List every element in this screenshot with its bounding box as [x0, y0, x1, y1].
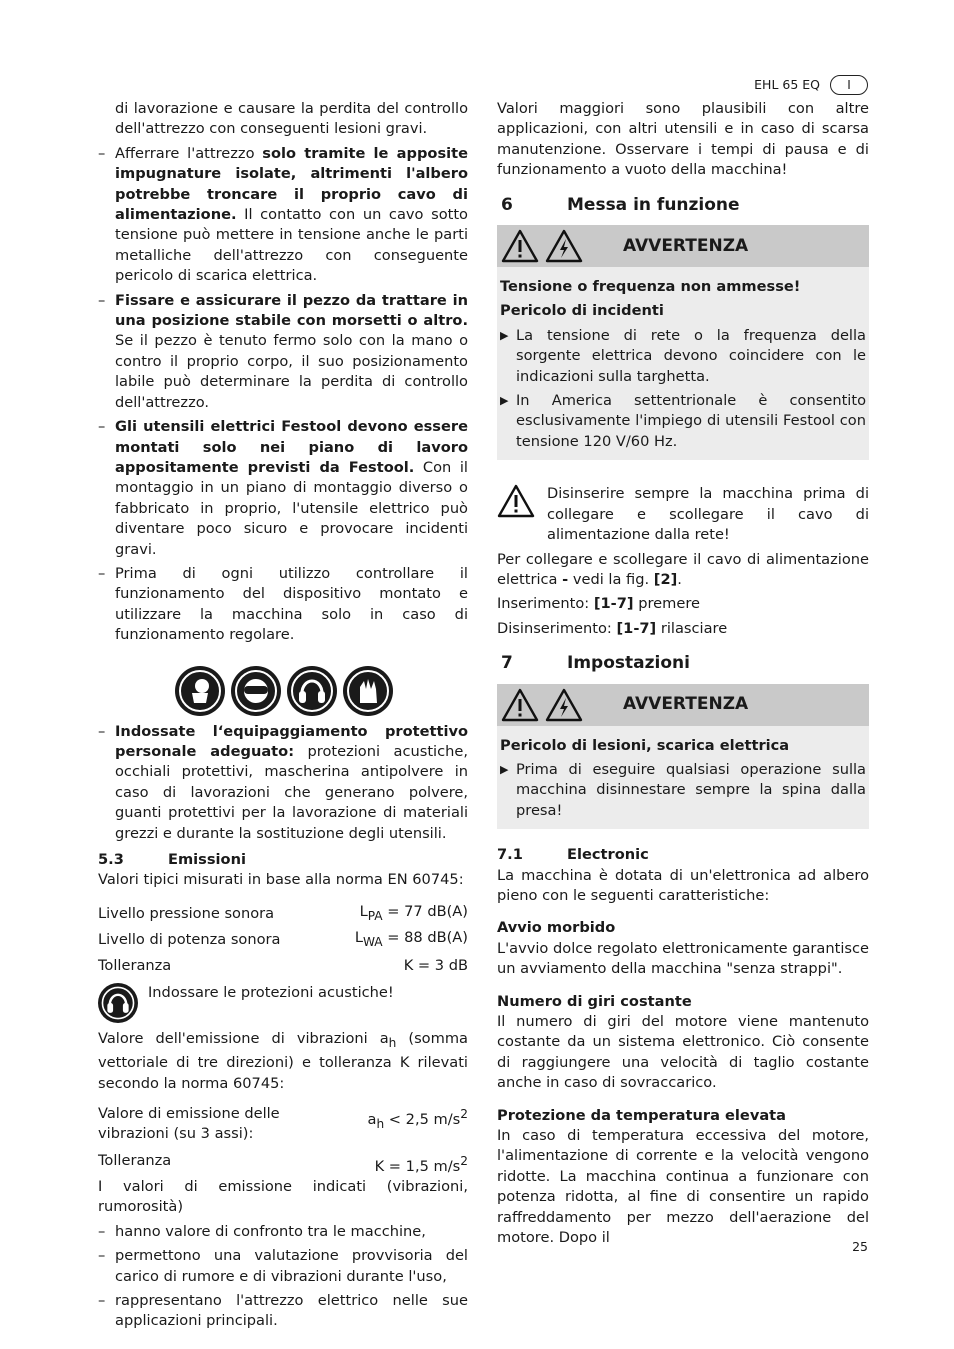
warning-heading: Pericolo di lesioni, scarica elettrica: [500, 736, 790, 754]
dust-mask-icon: [175, 666, 225, 716]
right-column: [497, 99, 869, 1248]
list-item: ▶ In America settentrionale è consentito esclusivamente l'impiego di utensili Festool con tensione 120 V/60 Hz.: [500, 391, 866, 452]
section-7-heading: 7 Impostazioni: [501, 653, 690, 674]
section-5-3-heading: 5.3 Emissioni: [98, 851, 246, 868]
safety-bullet-insulated-grip: – Afferrare l'attrezzo solo tramite le apposite impugnature isolate, altrimenti l'albero potrebbe troncare il proprio cavo di alimentazione. Il contatto con un cavo sotto tensione può mettere in tensione anche le parti metalliche dell'attrezzo con conseguente pericolo di scarica elettrica.: [98, 144, 468, 287]
safety-bullet-mounting: – Gli utensili elettrici Festool devono essere montati solo nei piano di lavoro appositamente previsti da Festool. Con il montaggio in un piano di montaggio diverso o fabbricato in proprio, l'utensile elettrico può diventare poco sicuro e provocare incidenti gravi.: [98, 417, 468, 560]
safety-bullet-clamp-workpiece: – Fissare e assicurare il pezzo da trattare in una posizione stabile con morsetti o altro. Se il pezzo è tenuto fermo solo con la mano o contro il proprio corpo, il suo posizionamento labile può determinare la perdita di controllo dell'attrezzo.: [98, 291, 468, 413]
page-header: [754, 75, 868, 95]
warning-triangle-icon: [501, 688, 539, 722]
warning-triangle-icon: [501, 229, 539, 263]
temperature-protection-text: In caso di temperatura eccessiva del motore, l'alimentazione di corrente e la velocità vengono ridotte. La macchina continua a funzionare con potenza ridotta, al fine di consentire un rapido raffreddamento per mezzo dell'aerazione del motore. Dopo il: [497, 1127, 869, 1247]
paragraph: Valori maggiori sono plausibili con altre applicazioni, con altri utensili e in caso di scarsa manutenzione. Osservare i tempi di pausa e di funzionamento a vuoto della macchina!: [497, 100, 869, 179]
goggles-icon: [231, 666, 281, 716]
section-7-1-heading: 7.1 Electronic: [497, 846, 649, 864]
safety-bullet-ppe: – Indossate l‘equipaggiamento protettivo personale adeguato: protezioni acustiche, occhiali protettivi, mascherina antipolvere in caso di lavorazioni che generano polvere, guanti protettivi per la lavorazione di materiali grezzi e durante la sostituzione degli utensili.: [98, 722, 468, 844]
temperature-protection-heading: Protezione da temperatura elevata: [497, 1106, 787, 1124]
cable-instruction: Per collegare e scollegare il cavo di alimentazione elettrica - vedi la fig. [2].: [497, 550, 869, 588]
warning-triangle-icon: [497, 484, 535, 518]
noise-values-table: [98, 901, 468, 979]
table-row: Livello di potenza sonora $L_{WA} = 88$ dB(A): [98, 928, 468, 949]
table-row: Livello pressione sonora $L_{PA} = 77$ dB(A): [98, 902, 468, 923]
switch-on-instruction: Inserimento: [1-7] premere: [497, 595, 700, 613]
paragraph: di lavorazione e causare la perdita del controllo dell'attrezzo con conseguenti lesioni gravi.: [115, 100, 468, 138]
list-item: – hanno valore di confronto tra le macchine,: [98, 1222, 468, 1242]
electric-hazard-icon: [545, 229, 583, 263]
page-number: 25: [852, 1239, 868, 1254]
list-item: ▶ Prima di eseguire qualsiasi operazione sulla macchina disinnestare sempre la spina dalla presa!: [500, 760, 866, 821]
constant-speed-heading: Numero di giri costante: [497, 992, 692, 1010]
electric-hazard-icon: [545, 688, 583, 722]
warning-title: AVVERTENZA: [623, 235, 749, 256]
electronic-intro: La macchina è dotata di un'elettronica ad albero pieno con le seguenti caratteristiche:: [497, 866, 869, 904]
vibration-row: Valore di emissione delle vibrazioni (su 3 assi): $a_h < 2,5$ $m/s^2$: [98, 1104, 468, 1143]
constant-speed-text: Il numero di giri del motore viene mantenuto costante da un sistema elettronico. Ciò consente di raggiungere una velocità di taglio costante anche in caso di sovraccarico.: [497, 1013, 869, 1092]
safety-bullet-check-function: – Prima di ogni utilizzo controllare il funzionamento del dispositivo montato e utilizzare la macchina solo in caso di funzionamento regolare.: [98, 564, 468, 646]
soft-start-heading: Avvio morbido: [497, 919, 616, 937]
ear-protection-icon: [287, 666, 337, 716]
list-item: – permettono una valutazione provvisoria del carico di rumore e di vibrazioni durante l'uso,: [98, 1246, 468, 1287]
warning-title: AVVERTENZA: [623, 694, 749, 715]
ear-protection-icon: [98, 983, 138, 1023]
list-item: ▶ La tensione di rete o la frequenza della sorgente elettrica devono coincidere con le indicazioni sulla targhetta.: [500, 326, 866, 387]
soft-start-text: L'avvio dolce regolato elettronicamente garantisce un avviamento della macchina "senza strappi".: [497, 939, 869, 978]
warning-heading: Tensione o frequenza non ammesse!: [500, 278, 801, 296]
left-column: [98, 99, 468, 1332]
ppe-pictograms: [175, 666, 468, 716]
ear-protection-notice: Indossare le protezioni acustiche!: [98, 983, 468, 1023]
section-6-heading: 6 Messa in funzione: [501, 194, 740, 215]
switch-off-instruction: Disinserimento: [1-7] rilasciare: [497, 619, 728, 637]
warning-subheading: Pericolo di incidenti: [500, 302, 664, 320]
warning-box-shock: [497, 684, 869, 830]
model-name: EHL 65 EQ: [754, 77, 820, 92]
vibration-tolerance-row: Tolleranza K = 1,5 $m/s^2$: [98, 1151, 468, 1175]
list-item: – rappresentano l'attrezzo elettrico nelle sue applicazioni principali.: [98, 1291, 468, 1332]
emissions-note: I valori di emissione indicati (vibrazioni, rumorosità): [98, 1178, 468, 1216]
gloves-icon: [343, 666, 393, 716]
unplug-notice: Disinserire sempre la macchina prima di collegare e scollegare il cavo di alimentazione dalla rete!: [497, 484, 869, 545]
vibration-intro: Valore dell'emissione di vibrazioni $a_h$ (somma vettoriale di tre direzioni) e tolleranza K rilevati secondo la norma 60745:: [98, 1029, 468, 1092]
emissions-intro: Valori tipici misurati in base alla norma EN 60745:: [98, 871, 464, 889]
warning-box-voltage: [497, 225, 869, 460]
table-row: Tolleranza K = 3 dB: [98, 956, 468, 974]
language-badge: I: [830, 75, 868, 95]
